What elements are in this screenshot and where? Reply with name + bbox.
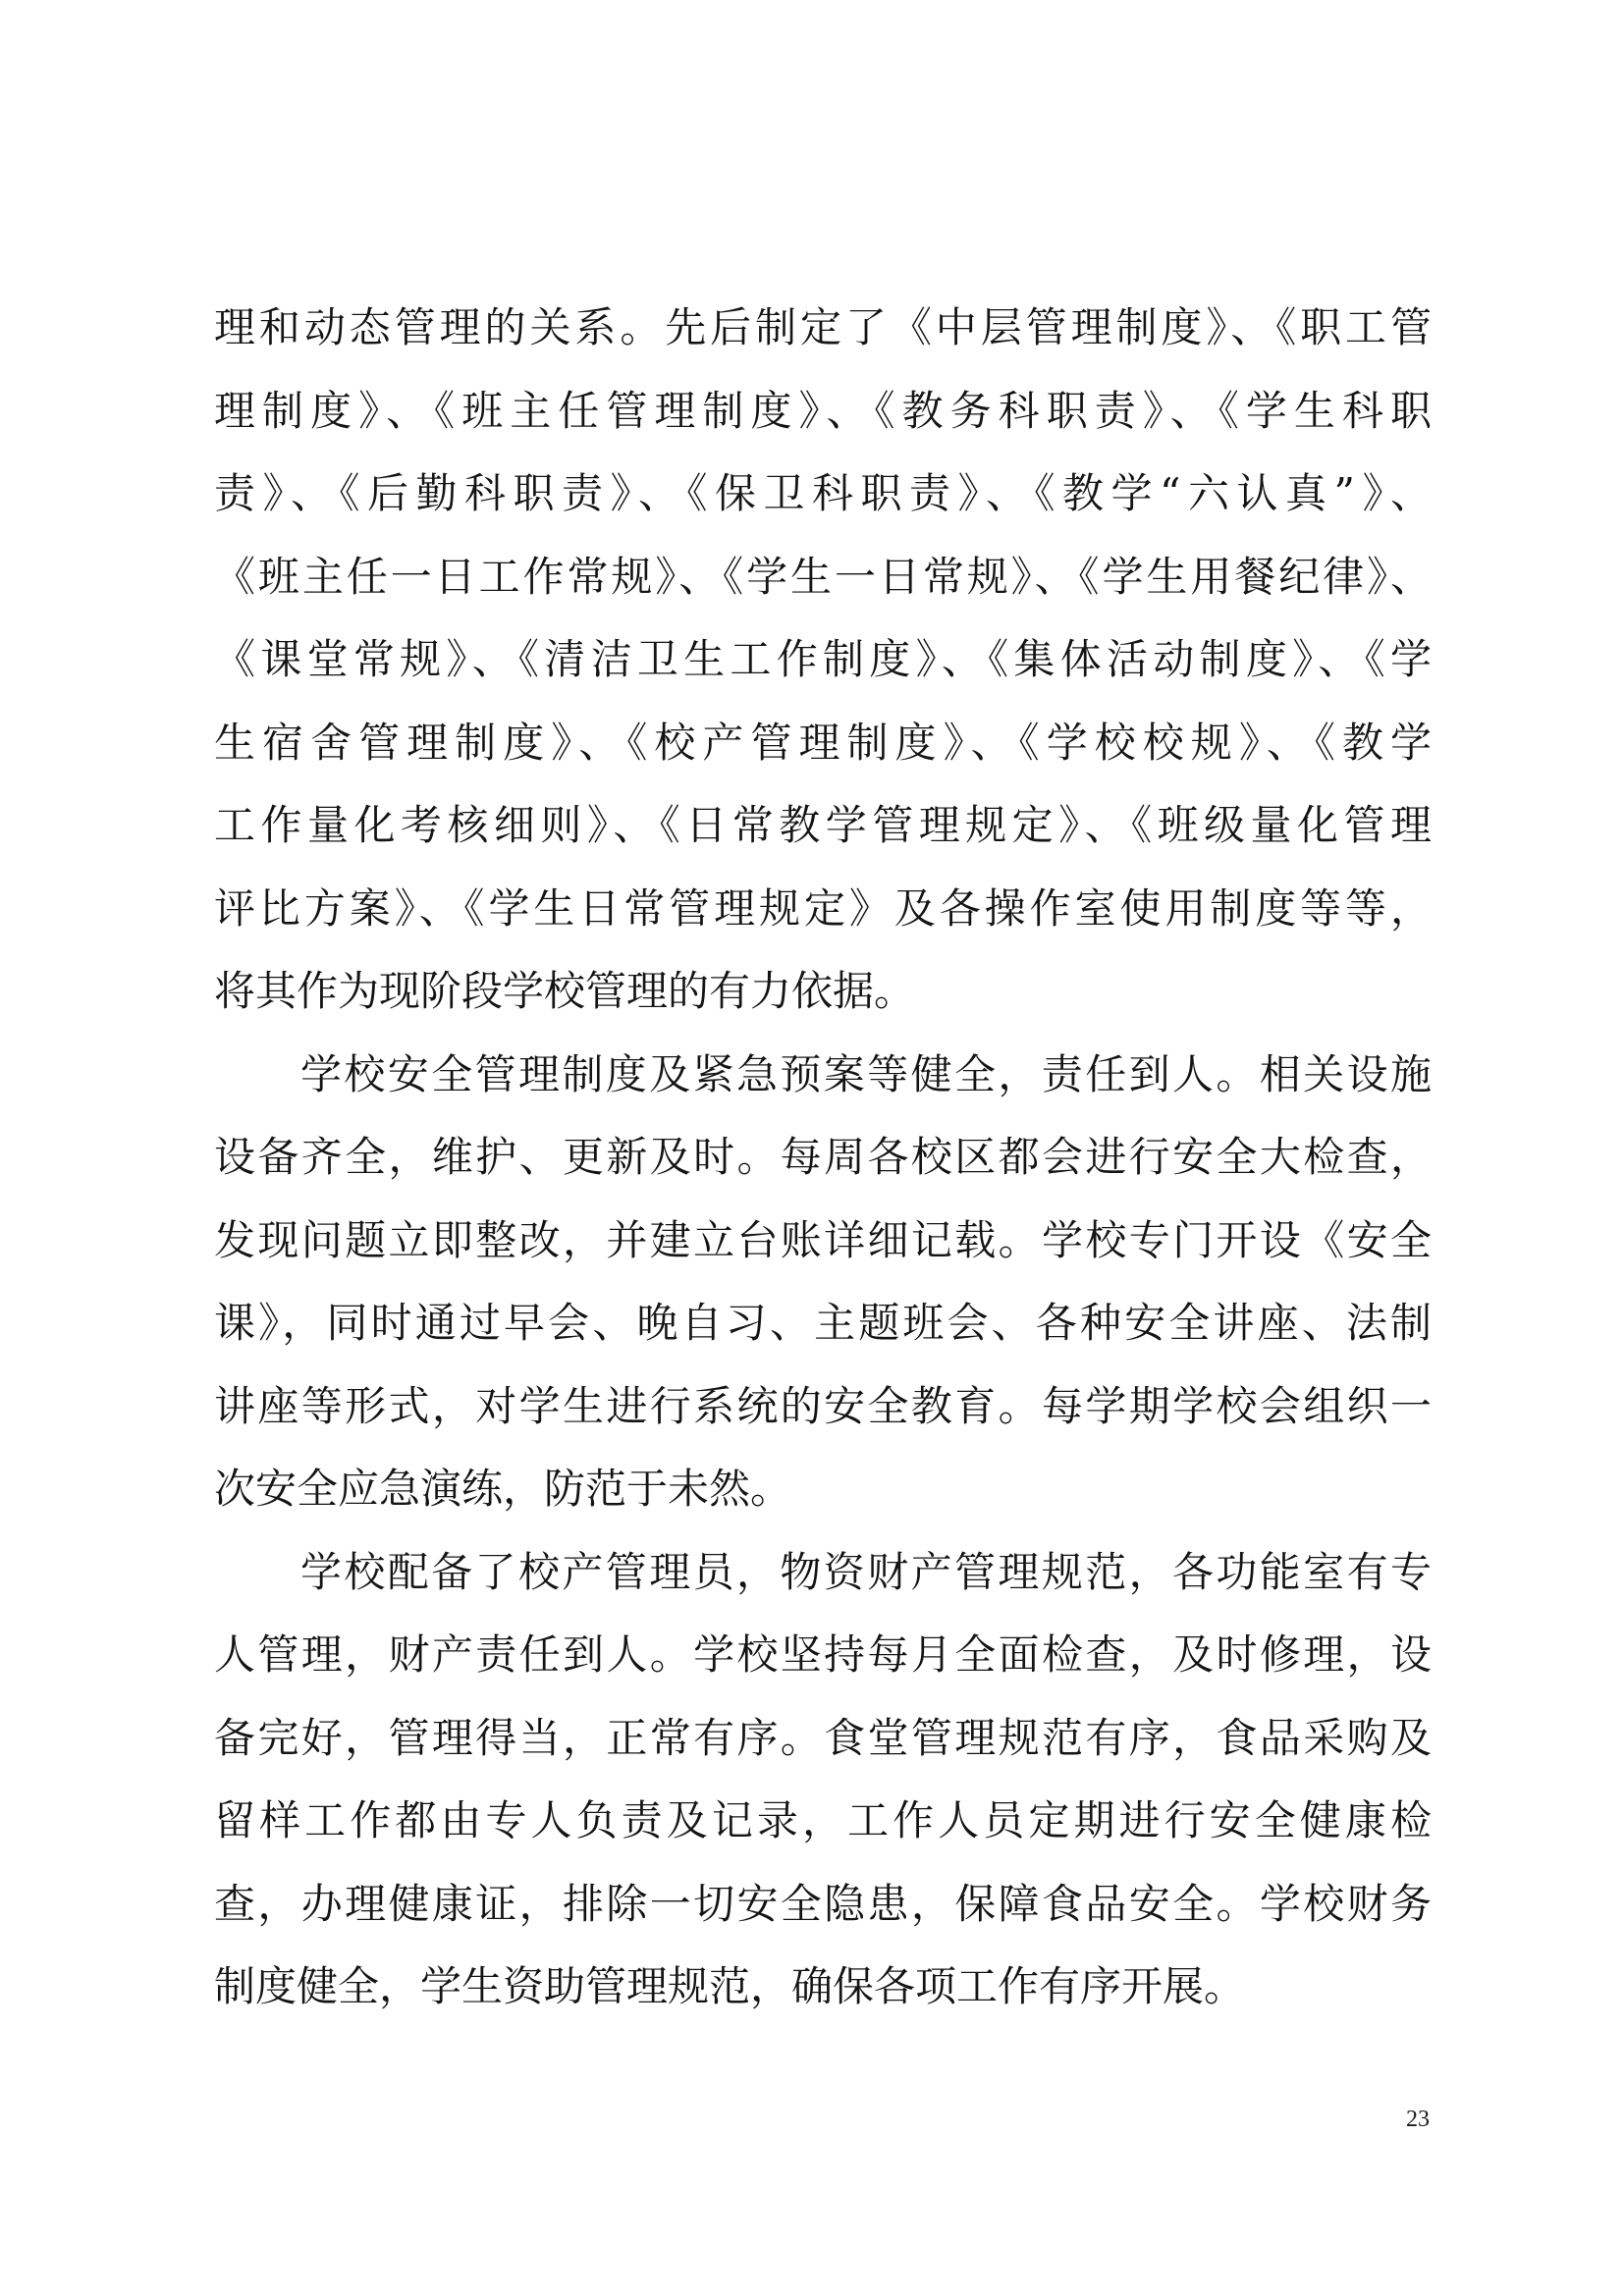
text-line: 留样工作都由专人负责及记录，工作人员定期进行安全健康检 <box>214 1796 1432 1844</box>
text-line: 工作量化考核细则》、《日常教学管理规定》、《班级量化管理 <box>214 801 1432 849</box>
text-line: 学校安全管理制度及紧急预案等健全，责任到人。相关设施 <box>300 1049 1432 1098</box>
text-line: 发现问题立即整改，并建立台账详细记载。学校专门开设《安全 <box>214 1215 1432 1264</box>
text-line: 理制度》、《班主任管理制度》、《教务科职责》、《学生科职 <box>214 386 1432 435</box>
text-line: 查，办理健康证，排除一切安全隐患，保障食品安全。学校财务 <box>214 1879 1432 1928</box>
text-line: 制度健全，学生资助管理规范，确保各项工作有序开展。 <box>214 1962 1246 2010</box>
text-line: 人管理，财产责任到人。学校坚持每月全面检查，及时修理，设 <box>214 1630 1432 1679</box>
text-line: 生宿舍管理制度》、《校产管理制度》、《学校校规》、《教学 <box>214 718 1432 767</box>
text-line: 次安全应急演练，防范于未然。 <box>214 1465 792 1513</box>
text-line: 课》，同时通过早会、晚自习、主题班会、各种安全讲座、法制 <box>214 1299 1432 1347</box>
text-line: 学校配备了校产管理员，物资财产管理规范，各功能室有专 <box>300 1547 1432 1596</box>
text-line: 《课堂常规》、《清洁卫生工作制度》、《集体活动制度》、《学 <box>214 635 1432 683</box>
text-line: 理和动态管理的关系。先后制定了《中层管理制度》、《职工管 <box>214 303 1432 351</box>
text-line: 讲座等形式，对学生进行系统的安全教育。每学期学校会组织一 <box>214 1381 1432 1430</box>
text-line: 《班主任一日工作常规》、《学生一日常规》、《学生用餐纪律》、 <box>214 552 1432 601</box>
text-line: 设备齐全，维护、更新及时。每周各校区都会进行安全大检查， <box>214 1133 1432 1181</box>
body-text <box>214 287 1432 2029</box>
text-line: 备完好，管理得当，正常有序。食堂管理规范有序，食品采购及 <box>214 1713 1432 1762</box>
paragraph-safety-management <box>214 1034 1432 1531</box>
paragraph-asset-management <box>214 1531 1432 2029</box>
text-line: 将其作为现阶段学校管理的有力依据。 <box>214 967 916 1015</box>
text-line: 责》、《后勤科职责》、《保卫科职责》、《教学“六认真”》、 <box>214 469 1432 517</box>
text-line: 评比方案》、《学生日常管理规定》及各操作室使用制度等等， <box>214 883 1432 933</box>
page-number: 23 <box>1406 2107 1430 2132</box>
paragraph-management-regulations <box>214 287 1432 1034</box>
